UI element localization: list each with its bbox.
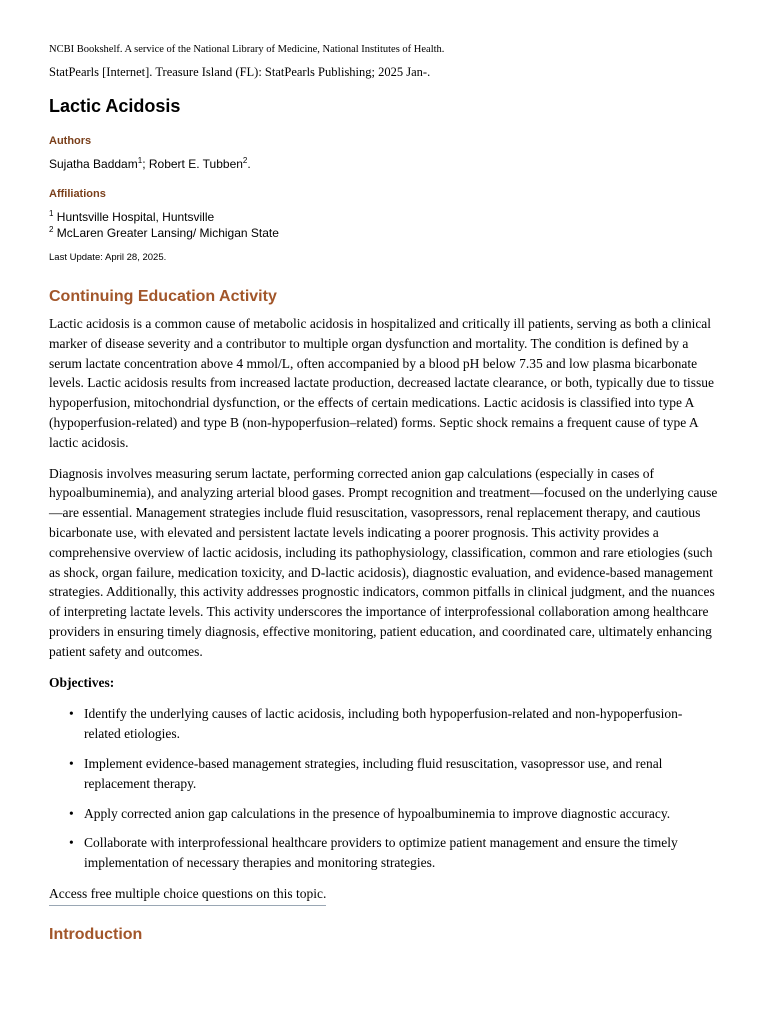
author-separator: ; [142, 157, 149, 171]
authors-list [49, 156, 718, 172]
author-affiliation-ref[interactable]: 1 [137, 156, 143, 165]
objective-text: Identify the underlying causes of lactic acidosis, including both hypoperfusion-related and non-hypoperfusion-related etiologies. [84, 706, 683, 742]
affiliation-number: 2 [49, 225, 54, 234]
body-paragraph: Diagnosis involves measuring serum lactate, performing corrected anion gap calculations (especially in cases of hypoalbuminemia), and analyzing arterial blood gases. Prompt recognition and treatment—focused on the underlying cause—are essential. Management strategies include fluid resuscitation, vasopressors, renal replacement therapy, and cautious bicarbonate use, with elevated and persistent lactate levels indicating a poorer prognosis. This activity provides a comprehensive overview of lactic acidosis, including its pathophysiology, classification, common and rare etiologies (such as shock, organ failure, medication toxicity, and D-lactic acidosis), diagnostic evaluation, and evidence-based management strategies. Additionally, this activity addresses prognostic indicators, common pitfalls in clinical judgment, and the nuances of interpreting lactate levels. This activity underscores the importance of interprofessional collaboration among healthcare providers in ensuring timely diagnosis, effective monitoring, patient education, and coordinated care, ultimately enhancing patient safety and outcomes. [49, 465, 718, 659]
mcq-access-link[interactable]: Access free multiple choice questions on this topic. [49, 884, 326, 906]
last-update: Last Update: April 28, 2025. [49, 252, 167, 263]
body-paragraph: Lactic acidosis is a common cause of metabolic acidosis in hospitalized and critically ill patients, serving as both a clinical marker of disease severity and a contributor to multiple organ dysfunction and mortality. The condition is defined by a serum lactate concentration above 4 mmol/L, often accompanied by a blood pH below 7.35 and low plasma bicarbonate levels. Lactic acidosis results from increased lactate production, decreased lactate clearance, or both, typically due to tissue hypoperfusion, mitochondrial dysfunction, or the effects of certain medications. Lactic acidosis is classified into type A (hypoperfusion-related) and type B (non-hypoperfusion–related) forms. Septic shock remains a frequent cause of type A lactic acidosis. [49, 316, 714, 450]
bullet-icon: • [69, 805, 74, 821]
affiliation-item [49, 209, 718, 225]
author-affiliation-ref[interactable]: 2 [242, 156, 248, 165]
affiliation-item [49, 225, 718, 241]
affiliation-text: McLaren Greater Lansing/ Michigan State [56, 226, 279, 240]
objective-text: Collaborate with interprofessional healthcare providers to optimize patient management and ensure the timely implementation of necessary therapies and monitoring strategies. [84, 835, 678, 871]
objective-text: Apply corrected anion gap calculations in the presence of hypoalbuminemia to improve diagnostic accuracy. [84, 805, 671, 821]
objectives-label: Objectives: [49, 674, 115, 690]
affiliation-number: 1 [49, 209, 54, 218]
authors-label: Authors [49, 135, 92, 147]
ncbi-bookshelf-line: NCBI Bookshelf. A service of the National Library of Medicine, National Institutes of Health. [49, 44, 445, 55]
objective-item [69, 704, 718, 744]
objective-item [69, 833, 718, 873]
bullet-icon: • [69, 755, 74, 771]
author-separator: . [247, 157, 251, 171]
objective-text: Implement evidence-based management strategies, including fluid resuscitation, vasopressor use, and renal replacement therapy. [84, 755, 663, 791]
objective-item [69, 754, 718, 794]
objectives-list [49, 704, 718, 873]
affiliations-label: Affiliations [49, 188, 106, 200]
objective-item [69, 804, 718, 824]
bullet-icon: • [69, 706, 74, 722]
introduction-heading: Introduction [49, 925, 143, 943]
author-name[interactable]: Robert E. Tubben [148, 157, 243, 171]
author-name[interactable]: Sujatha Baddam [49, 157, 138, 171]
affiliation-text: Huntsville Hospital, Huntsville [56, 210, 215, 224]
page-title: Lactic Acidosis [49, 96, 181, 116]
citation-line: StatPearls [Internet]. Treasure Island (FL): StatPearls Publishing; 2025 Jan-. [49, 65, 431, 79]
bullet-icon: • [69, 835, 74, 851]
continuing-education-heading: Continuing Education Activity [49, 288, 277, 305]
